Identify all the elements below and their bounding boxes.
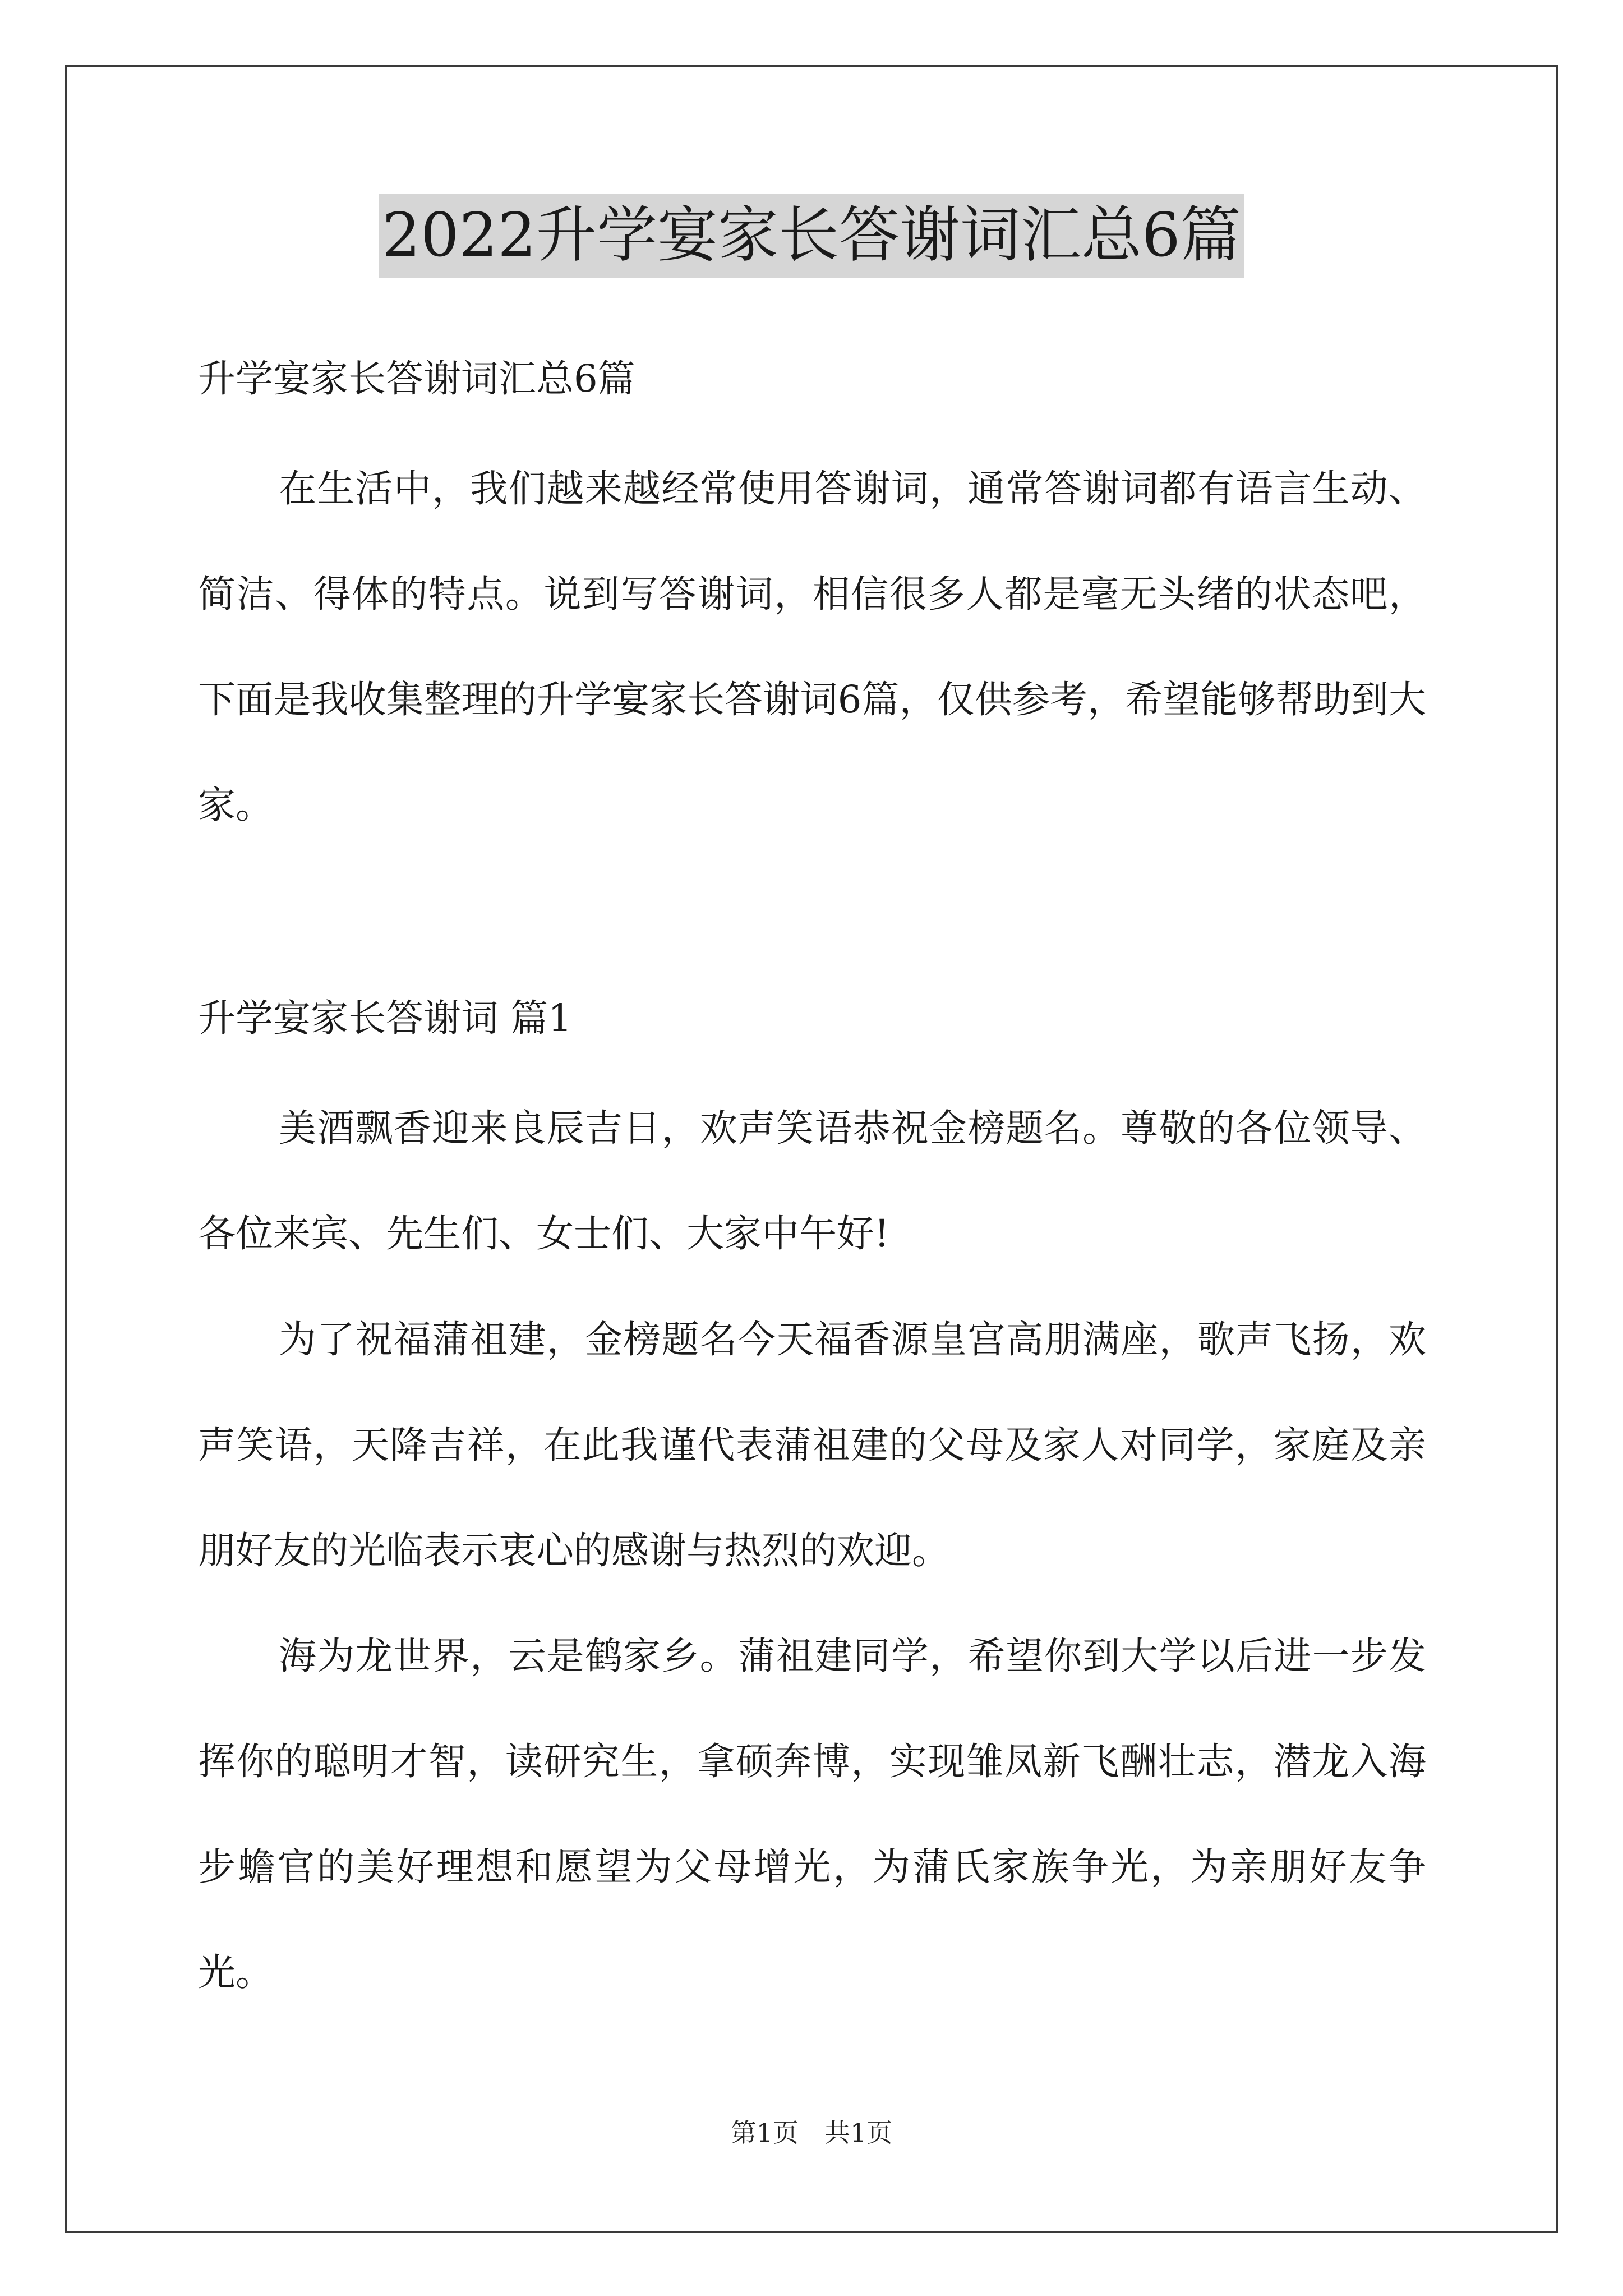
intro-paragraph: 在生活中，我们越来越经常使用答谢词，通常答谢词都有语言生动、简洁、得体的特点。说到写答谢词，相信很多人都是毫无头绪的状态吧，下面是我收集整理的升学宴家长答谢词6篇，仅供参考，希望能够帮助到大家。: [198, 467, 1426, 827]
title-container: [0, 194, 1623, 278]
document-title: 2022升学宴家长答谢词汇总6篇: [379, 194, 1244, 278]
body-paragraph-2: 为了祝福蒲祖建，金榜题名今天福香源皇宫高朋满座，歌声飞扬，欢声笑语，天降吉祥，在此我谨代表蒲祖建的父母及家人对同学，家庭及亲朋好友的光临表示衷心的感谢与热烈的欢迎。: [198, 1318, 1426, 1572]
body-paragraph-1: 美酒飘香迎来良辰吉日，欢声笑语恭祝金榜题名。尊敬的各位领导、各位来宾、先生们、女士们、大家中午好!: [198, 1106, 1426, 1255]
section-heading: 升学宴家长答谢词 篇1: [198, 996, 572, 1040]
body-paragraph-3: 海为龙世界，云是鹤家乡。蒲祖建同学，希望你到大学以后进一步发挥你的聪明才智，读研究生，拿硕奔博，实现雏凤新飞酬壮志，潜龙入海步蟾官的美好理想和愿望为父母增光，为蒲氏家族争光，为亲朋好友争光。: [198, 1634, 1426, 1994]
document-subtitle: 升学宴家长答谢词汇总6篇: [198, 357, 635, 401]
page-footer: 第1页 共1页: [730, 2118, 893, 2148]
